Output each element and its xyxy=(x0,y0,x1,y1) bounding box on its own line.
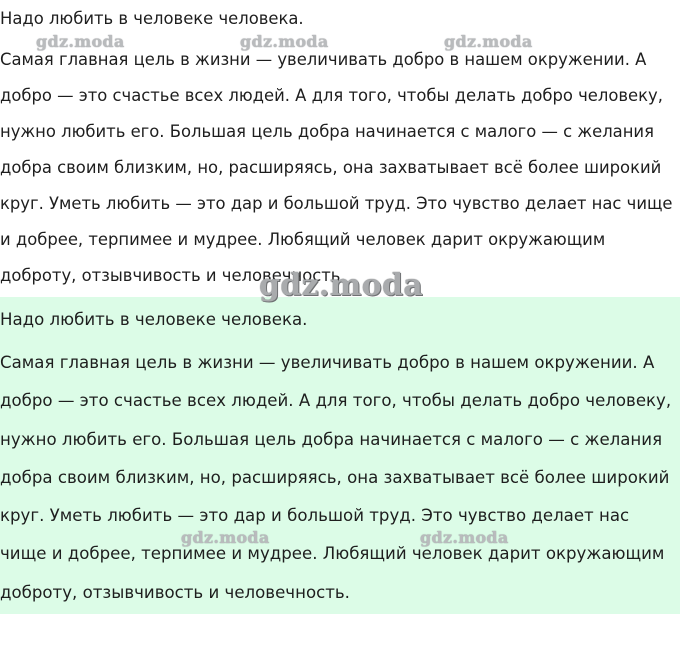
watermark-large-center: gdz.moda xyxy=(259,268,424,303)
watermark-bottom-left: gdz.moda xyxy=(181,528,270,547)
highlighted-text-block xyxy=(0,297,680,614)
highlighted-text-content xyxy=(0,301,678,612)
watermark-bottom-right: gdz.moda xyxy=(420,528,509,547)
watermark-top-right: gdz.moda xyxy=(444,32,533,51)
highlighted-text-title: Надо любить в человеке человека. xyxy=(0,310,308,329)
plain-text-body: Самая главная цель в жизни — увеличивать добро в нашем окружении. А добро — это счастье всех людей. А для того, чтобы делать добро человеку, нужно любить его. Большая цель добра начинается с малого — с желания добра своим близким, но, расширяясь, она захватывает всё более широкий круг. Уметь любить — это дар и большой труд. Это чувство делает нас чище и добрее, терпимее и мудрее. Любящий человек дарит окружающим доброту, отзывчивость и человечность. xyxy=(0,50,673,285)
highlighted-text-body: Самая главная цель в жизни — увеличивать добро в нашем окружении. А добро — это счастье всех людей. А для того, чтобы делать добро человеку, нужно любить его. Большая цель добра начинается с малого — с желания добра своим близким, но, расширяясь, она захватывает всё более широкий круг. Уметь любить — это дар и большой труд. Это чувство делает нас чище и добрее, терпимее и мудрее. Любящий человек дарит окружающим доброту, отзывчивость и человечность. xyxy=(0,353,672,602)
watermark-top-center: gdz.moda xyxy=(240,32,329,51)
watermark-top-left: gdz.moda xyxy=(36,32,125,51)
plain-text-title: Надо любить в человеке человека. xyxy=(0,9,304,28)
